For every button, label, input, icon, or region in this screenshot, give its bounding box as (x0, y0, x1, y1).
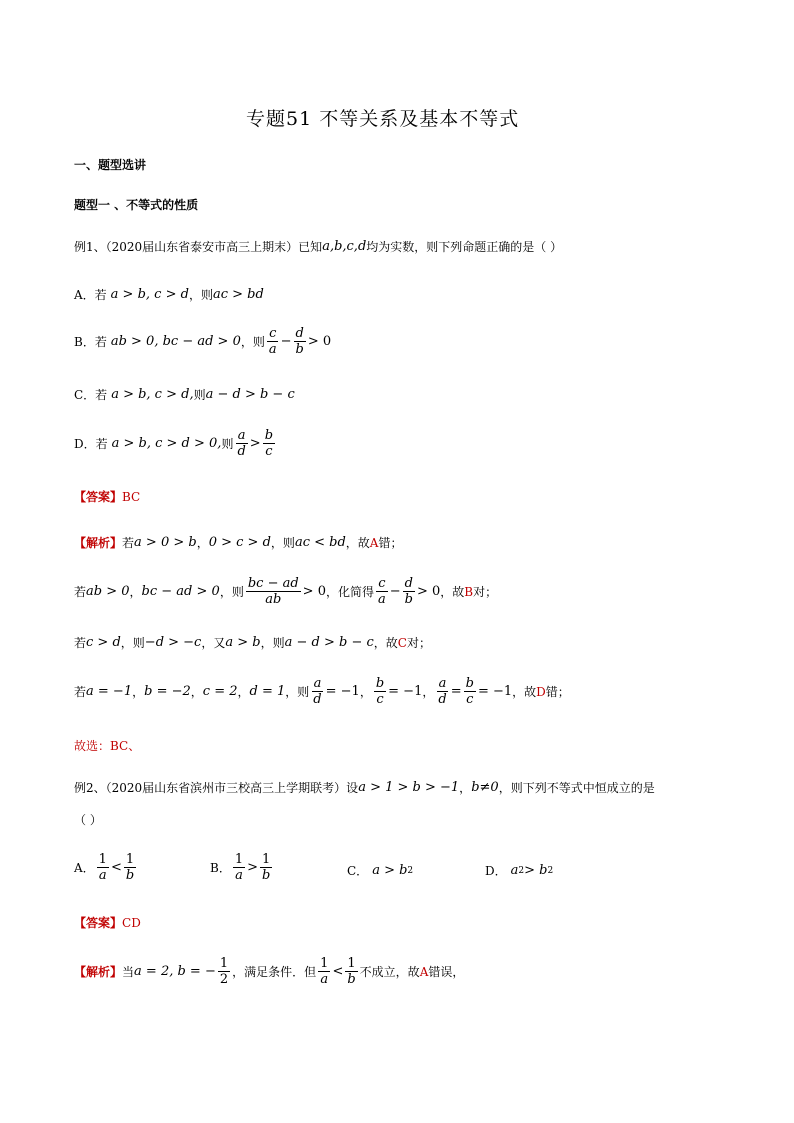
math-op: < (110, 860, 122, 875)
text: ， (129, 585, 142, 599)
fraction-numerator: bc − ad (247, 576, 299, 591)
fraction-denominator: a (98, 868, 107, 883)
fraction-denominator: ab (265, 592, 282, 607)
option-label: C．若 (74, 388, 108, 402)
fraction-numerator: b (375, 676, 385, 691)
fraction (374, 676, 386, 707)
fraction (267, 326, 279, 357)
fraction-denominator: a (320, 972, 329, 987)
math-expr: = −1 (477, 684, 513, 699)
connector-text: 则 (193, 388, 206, 402)
text: ， (237, 685, 250, 699)
ex1-analysis-line-4 (74, 676, 570, 707)
fraction-numerator: b (264, 428, 274, 443)
text: 若 (74, 685, 87, 699)
text: 错误， (428, 965, 465, 979)
answer-label: 【答案】 (74, 916, 123, 930)
fraction-numerator: 1 (219, 956, 229, 971)
fraction-numerator: c (378, 576, 386, 591)
math-expr: a > b (225, 635, 261, 650)
superscript: 2 (407, 865, 414, 876)
math-expr: = −1 (388, 684, 423, 699)
fraction (311, 676, 323, 707)
answer-value: CD (122, 915, 141, 930)
math-expr: ac > bd (212, 287, 264, 302)
math-op: < (332, 964, 344, 979)
fraction-numerator: a (438, 676, 447, 691)
fraction-denominator: a (377, 592, 386, 607)
text: ， (132, 685, 145, 699)
math-expr: a (510, 863, 519, 878)
math-expr: a > b (372, 863, 408, 878)
text: 对； (406, 636, 431, 650)
fraction (97, 852, 109, 883)
fraction (263, 428, 275, 459)
fraction-denominator: d (438, 692, 447, 707)
math-expr: a > b, c > d (110, 287, 189, 302)
fraction (260, 852, 272, 883)
fraction-denominator: b (295, 342, 304, 357)
fraction-denominator: b (347, 972, 356, 987)
answer-label: 【答案】 (74, 490, 123, 504)
math-expr: > 0 (302, 584, 326, 599)
connector-text: ，则 (188, 288, 213, 302)
fraction-numerator: d (404, 576, 413, 591)
text: 若 (122, 536, 135, 550)
text: ， (190, 685, 203, 699)
option-label: A．若 (74, 288, 107, 302)
math-op: − (280, 334, 292, 349)
fraction-denominator: b (125, 868, 135, 883)
ex2-option-d (485, 862, 553, 879)
fraction (233, 852, 245, 883)
example-2-stem (74, 779, 655, 796)
fraction-numerator: b (465, 676, 474, 691)
math-expr: > 0 (416, 584, 441, 599)
fraction (218, 956, 230, 987)
fraction (318, 956, 330, 987)
fraction-denominator: d (237, 444, 246, 459)
fraction-numerator: 1 (125, 852, 135, 867)
text: ，故 (345, 536, 370, 550)
stem-vars: a,b,c,d (322, 239, 367, 254)
fraction-denominator: c (376, 692, 384, 707)
math-op: > (247, 860, 259, 875)
math-expr: a > b, c > d > 0, (111, 436, 222, 451)
option-ref: A (369, 535, 379, 550)
ex1-option-d (74, 428, 277, 459)
example-1-stem (74, 238, 562, 255)
fraction-denominator: c (466, 692, 474, 707)
math-expr: a − d > b − c (284, 635, 374, 650)
math-expr: = −1 (325, 684, 360, 699)
math-expr: > b (524, 863, 548, 878)
answer-value: BC (122, 489, 141, 504)
fraction-numerator: a (237, 428, 246, 443)
fraction-denominator: c (265, 444, 273, 459)
text: ，故 (512, 685, 537, 699)
fraction-numerator: d (295, 326, 304, 341)
ex2-option-c (347, 862, 413, 879)
math-expr: d = 1 (249, 684, 286, 699)
text: ， (459, 781, 472, 795)
math-expr: a > b, c > d, (111, 387, 194, 402)
math-expr: > 0 (307, 334, 332, 349)
text: 当 (122, 965, 135, 979)
option-label: B． (210, 861, 231, 875)
option-label: B．若 (74, 335, 107, 349)
math-expr: a = −1 (86, 684, 133, 699)
option-ref: C (397, 635, 407, 650)
example-2-paren: （ ） (74, 813, 102, 827)
math-expr: ab > 0, bc − ad > 0 (110, 334, 241, 349)
stem-suffix: ，则下列不等式中恒成立的是 (498, 781, 655, 795)
stem-suffix: 均为实数，则下列命题正确的是（ ） (366, 240, 563, 254)
text: 对； (473, 585, 498, 599)
option-ref: D (536, 684, 546, 699)
math-expr: c = 2 (202, 684, 238, 699)
option-label: A． (74, 861, 95, 875)
fraction-denominator: b (262, 868, 271, 883)
math-op: = (450, 684, 462, 699)
fraction-numerator: a (313, 676, 322, 691)
math-expr: −d > −c (144, 635, 202, 650)
text: 若 (74, 585, 87, 599)
text: ， (359, 685, 372, 699)
option-ref: A (419, 964, 429, 979)
fraction (124, 852, 136, 883)
ex2-option-a (74, 852, 138, 883)
stem-prefix: 例1、（2020届山东省泰安市高三上期末）已知 (74, 240, 323, 254)
fraction-numerator: 1 (234, 852, 244, 867)
text: ，满足条件．但 (232, 965, 317, 979)
math-expr: bc − ad > 0 (141, 584, 220, 599)
ex2-answer (74, 914, 141, 931)
ex1-analysis-line-3 (74, 634, 431, 651)
ex2-analysis-line-1 (74, 956, 464, 987)
text: ，又 (201, 636, 226, 650)
math-expr: 0 > c > d (208, 535, 271, 550)
text: ，则 (260, 636, 285, 650)
math-expr: a − d > b − c (205, 387, 295, 402)
math-expr: ab > 0 (86, 584, 130, 599)
text: ，则 (120, 636, 145, 650)
ex1-option-b (74, 326, 331, 357)
fraction (294, 326, 306, 357)
fraction (235, 428, 247, 459)
ex1-option-a (74, 286, 264, 303)
fraction-numerator: 1 (347, 956, 356, 971)
text: ，则 (285, 685, 310, 699)
ex1-answer (74, 488, 140, 505)
analysis-label: 【解析】 (74, 536, 123, 550)
topic-heading: 题型一 、不等式的性质 (74, 198, 199, 212)
fraction-denominator: a (235, 868, 243, 883)
math-expr: c > d (86, 635, 121, 650)
text: ，故 (373, 636, 398, 650)
fraction (436, 676, 448, 707)
text: 错； (545, 685, 570, 699)
fraction (345, 956, 357, 987)
analysis-label: 【解析】 (74, 965, 123, 979)
superscript: 2 (518, 865, 525, 876)
page-title: 专题51 不等关系及基本不等式 (246, 108, 520, 130)
math-expr: a > 1 > b > −1 (358, 780, 460, 795)
connector-text: ，则 (240, 335, 265, 349)
math-expr: ac < bd (294, 535, 346, 550)
option-label: D．若 (74, 437, 108, 451)
fraction (403, 576, 415, 607)
math-expr: a > 0 > b (134, 535, 197, 550)
fraction-denominator: a (268, 342, 277, 357)
ex1-analysis-line-2 (74, 576, 497, 607)
math-op: − (389, 584, 401, 599)
ex1-conclusion: 故选：BC、 (74, 739, 141, 753)
fraction (464, 676, 476, 707)
option-label: D． (485, 864, 507, 878)
fraction-numerator: c (269, 326, 277, 341)
fraction-denominator: 2 (219, 972, 229, 987)
math-expr: a = 2, b = − (134, 964, 216, 979)
text: 不成立，故 (359, 965, 420, 979)
text: 错； (378, 536, 403, 550)
math-expr: b = −2 (144, 684, 191, 699)
connector-text: 则 (221, 437, 234, 451)
text: 若 (74, 636, 87, 650)
superscript: 2 (547, 865, 554, 876)
text: ，则 (219, 585, 244, 599)
math-op: > (249, 436, 261, 451)
stem-prefix: 例2、（2020届山东省滨州市三校高三上学期联考）设 (74, 781, 359, 795)
fraction-numerator: 1 (262, 852, 271, 867)
fraction-numerator: 1 (98, 852, 107, 867)
ex1-analysis-line-1 (74, 534, 402, 551)
text: ，则 (270, 536, 295, 550)
math-expr: b≠0 (471, 780, 499, 795)
fraction-denominator: d (313, 692, 322, 707)
option-ref: B (464, 584, 474, 599)
ex1-option-c (74, 386, 295, 403)
text: ，故 (440, 585, 465, 599)
ex2-option-b (210, 852, 274, 883)
fraction-denominator: b (404, 592, 413, 607)
text: ，化简得 (325, 585, 374, 599)
option-label: C． (347, 864, 369, 878)
section-heading: 一、题型选讲 (74, 158, 147, 172)
fraction-numerator: 1 (320, 956, 329, 971)
text: ， (196, 536, 209, 550)
fraction (376, 576, 388, 607)
text: ， (422, 685, 435, 699)
fraction (246, 576, 301, 607)
